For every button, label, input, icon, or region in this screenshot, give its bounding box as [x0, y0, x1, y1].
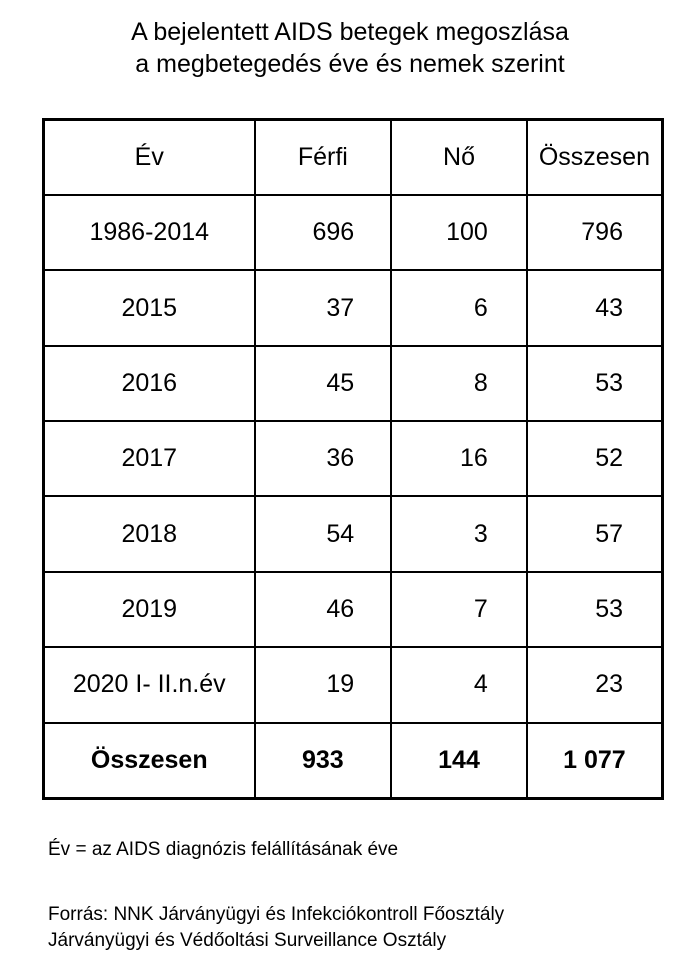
table-row	[44, 496, 663, 571]
female-cell: 7	[391, 572, 527, 647]
total-cell: 53	[527, 346, 663, 421]
total-cell: 53	[527, 572, 663, 647]
header-male: Férfi	[255, 120, 392, 196]
male-cell: 54	[255, 496, 392, 571]
total-female: 144	[391, 723, 527, 799]
male-cell: 36	[255, 421, 392, 496]
male-cell: 46	[255, 572, 392, 647]
total-label: Összesen	[44, 723, 255, 799]
total-cell: 57	[527, 496, 663, 571]
total-all: 1 077	[527, 723, 663, 799]
aids-cases-table	[42, 118, 664, 800]
year-cell: 2018	[44, 496, 255, 571]
total-cell: 796	[527, 195, 663, 270]
total-cell: 43	[527, 270, 663, 345]
male-cell: 37	[255, 270, 392, 345]
total-male: 933	[255, 723, 392, 799]
year-cell: 2016	[44, 346, 255, 421]
total-row	[44, 723, 663, 799]
year-cell: 2019	[44, 572, 255, 647]
male-cell: 45	[255, 346, 392, 421]
table-row	[44, 572, 663, 647]
header-female: Nő	[391, 120, 527, 196]
title-line-2: a megbetegedés éve és nemek szerint	[135, 50, 565, 78]
female-cell: 8	[391, 346, 527, 421]
female-cell: 6	[391, 270, 527, 345]
table-row	[44, 346, 663, 421]
female-cell: 16	[391, 421, 527, 496]
header-total: Összesen	[527, 120, 663, 196]
total-cell: 52	[527, 421, 663, 496]
total-cell: 23	[527, 647, 663, 722]
male-cell: 696	[255, 195, 392, 270]
header-row	[44, 120, 663, 196]
male-cell: 19	[255, 647, 392, 722]
table-row	[44, 270, 663, 345]
year-cell: 1986-2014	[44, 195, 255, 270]
year-cell: 2015	[44, 270, 255, 345]
year-cell: 2017	[44, 421, 255, 496]
source-line-2: Járványügyi és Védőoltási Surveillance Osztály	[48, 930, 447, 951]
female-cell: 4	[391, 647, 527, 722]
table-row	[44, 195, 663, 270]
header-year: Év	[44, 120, 255, 196]
table-row	[44, 421, 663, 496]
female-cell: 100	[391, 195, 527, 270]
page-title	[0, 16, 700, 80]
table-row	[44, 647, 663, 722]
source-note	[48, 902, 504, 954]
title-line-1: A bejelentett AIDS betegek megoszlása	[131, 18, 569, 46]
year-cell: 2020 I- II.n.év	[44, 647, 255, 722]
source-line-1: Forrás: NNK Járványügyi és Infekciókontroll Főosztály	[48, 904, 505, 925]
female-cell: 3	[391, 496, 527, 571]
footnote: Év = az AIDS diagnózis felállításának éve	[48, 839, 399, 860]
